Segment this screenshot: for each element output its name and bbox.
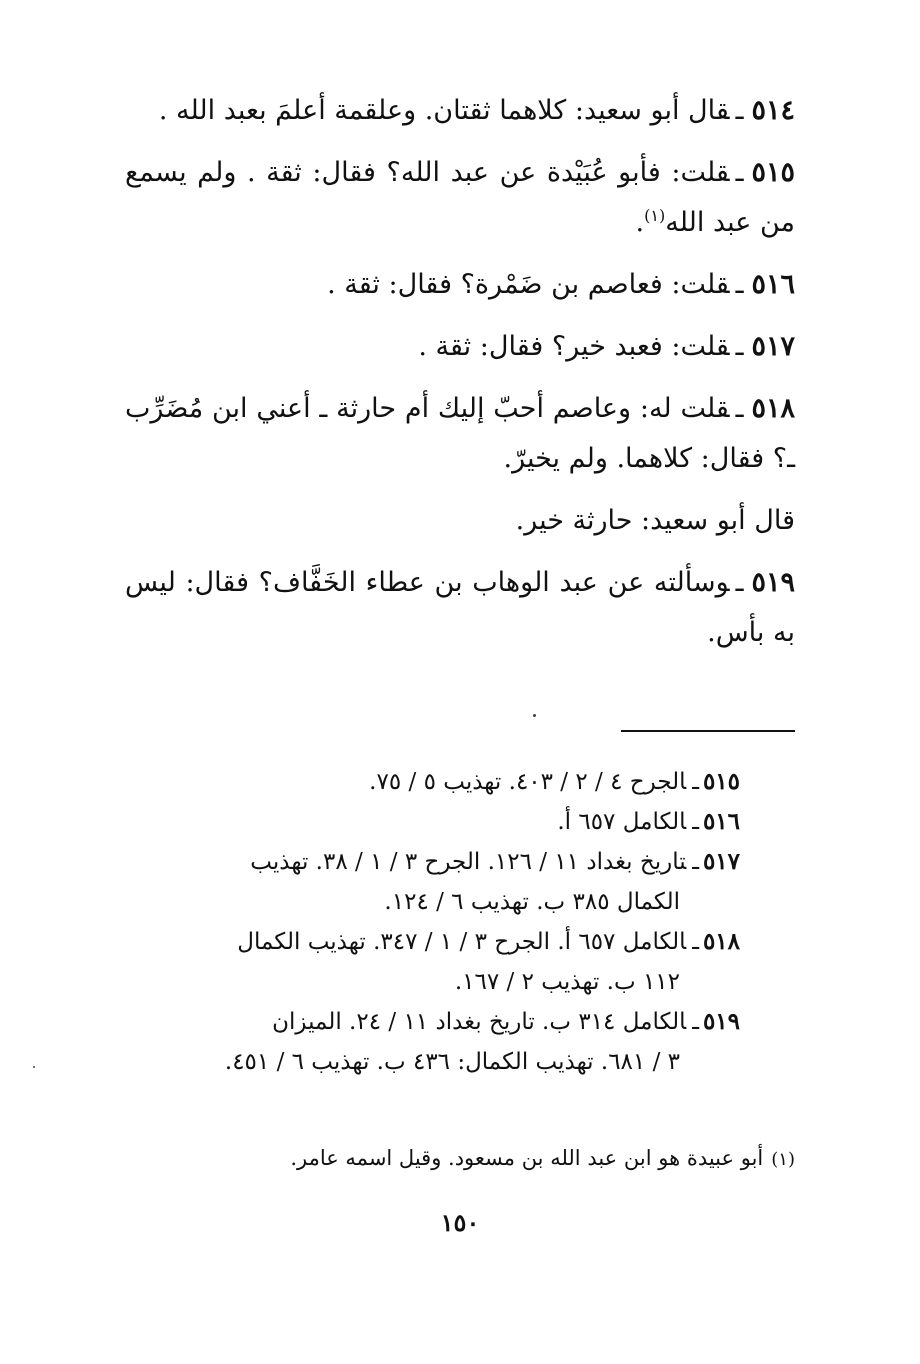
entry-514: ٥١٤ـقال أبو سعيد: كلاهما ثقتان. وعلقمة أعلمَ بعبد الله . — [158, 95, 795, 126]
entry-text: قال أبو سعيد: حارثة خير. — [515, 505, 795, 536]
reference-number: ٥١٩ — [702, 1008, 740, 1035]
footnote-text: أبو عبيدة هو ابن عبد الله بن مسعود. وقيل اسمه عامر. — [290, 1146, 764, 1170]
entry-519: ٥١٩ـوسألته عن عبد الوهاب بن عطاء الخَفَّاف؟ فقال: ليس به بأس. — [125, 567, 795, 648]
entry-text: قال أبو سعيد: كلاهما ثقتان. وعلقمة أعلمَ بعبد الله . — [158, 95, 730, 126]
entry-number: ٥١٧ — [751, 331, 795, 362]
entry-text: وسألته عن عبد الوهاب بن عطاء الخَفَّاف؟ فقال: ليس به بأس. — [125, 567, 795, 648]
entry-number: ٥١٦ — [751, 269, 795, 300]
entry-text: قلت له: وعاصم أحبّ إليك أم حارثة ـ أعني ابن مُضَرِّب ـ؟ فقال: كلاهما. ولم يخيرّ. — [125, 393, 795, 474]
reference-text: الجرح ٤ / ٢ / ٤٠٣. تهذيب ٥ / ٧٥. — [369, 769, 687, 795]
reference-number: ٥١٧ — [702, 848, 740, 875]
reference-number: ٥١٨ — [702, 928, 740, 955]
scan-speck — [33, 1066, 35, 1068]
reference-number: ٥١٦ — [702, 808, 740, 835]
reference-517: ٥١٧ـتاريخ بغداد ١١ / ١٢٦. الجرح ٣ / ١ / ٣٨. تهذيب الكمال ٣٨٥ ب. تهذيب ٦ / ١٢٤. — [135, 842, 740, 922]
scan-speck — [533, 714, 536, 717]
entry-518-comment — [125, 496, 795, 546]
entry-518: ٥١٨ـقلت له: وعاصم أحبّ إليك أم حارثة ـ أعني ابن مُضَرِّب ـ؟ فقال: كلاهما. ولم يخيرّ. — [125, 393, 795, 474]
reference-text: الكامل ٦٥٧ أ. — [557, 809, 687, 835]
reference-continuation: الكمال ٣٨٥ ب. تهذيب ٦ / ١٢٤. — [384, 889, 680, 915]
reference-516: ٥١٦ـالكامل ٦٥٧ أ. — [557, 808, 740, 835]
reference-text: الكامل ٦٥٧ أ. الجرح ٣ / ١ / ٣٤٧. تهذيب الكمال — [237, 929, 687, 955]
reference-519: ٥١٩ـالكامل ٣١٤ ب. تاريخ بغداد ١١ / ٢٤. الميزان ٣ / ٦٨١. تهذيب الكمال: ٤٣٦ ب. تهذيب ٦ / ٤٥١. — [135, 1002, 740, 1082]
entry-number: ٥١٩ — [751, 567, 795, 598]
entry-text: قلت: فأبو عُبَيْدة عن عبد الله؟ فقال: ثقة . ولم يسمع من عبد الله — [125, 157, 795, 238]
footnote-marker: (١) — [771, 1149, 795, 1170]
reference-continuation: ١١٢ ب. تهذيب ٢ / ١٦٧. — [454, 969, 680, 995]
entry-516: ٥١٦ـقلت: فعاصم بن ضَمْرة؟ فقال: ثقة . — [327, 269, 795, 300]
references-divider — [621, 730, 795, 732]
references-block — [135, 762, 740, 1082]
reference-number: ٥١٥ — [702, 768, 740, 795]
reference-text: تاريخ بغداد ١١ / ١٢٦. الجرح ٣ / ١ / ٣٨. تهذيب — [250, 849, 687, 875]
reference-515: ٥١٥ـالجرح ٤ / ٢ / ٤٠٣. تهذيب ٥ / ٧٥. — [369, 768, 740, 795]
entry-text: قلت: فعبد خير؟ فقال: ثقة . — [418, 331, 730, 362]
entry-number: ٥١٥ — [751, 157, 795, 188]
entry-number: ٥١٤ — [751, 95, 795, 126]
entry-515: ٥١٥ـقلت: فأبو عُبَيْدة عن عبد الله؟ فقال: ثقة . ولم يسمع من عبد الله$^{(١)}$. — [125, 157, 795, 238]
entry-tail: . — [635, 207, 645, 238]
page-number: ١٥٠ — [440, 1208, 480, 1237]
footnote — [115, 1140, 795, 1178]
reference-text: الكامل ٣١٤ ب. تاريخ بغداد ١١ / ٢٤. الميزان — [272, 1009, 687, 1035]
main-text-block — [125, 86, 795, 670]
reference-518: ٥١٨ـالكامل ٦٥٧ أ. الجرح ٣ / ١ / ٣٤٧. تهذيب الكمال ١١٢ ب. تهذيب ٢ / ١٦٧. — [135, 922, 740, 1002]
entry-517: ٥١٧ـقلت: فعبد خير؟ فقال: ثقة . — [418, 331, 795, 362]
entry-text: قلت: فعاصم بن ضَمْرة؟ فقال: ثقة . — [327, 269, 730, 300]
reference-continuation: ٣ / ٦٨١. تهذيب الكمال: ٤٣٦ ب. تهذيب ٦ / ٤٥١. — [224, 1049, 680, 1075]
entry-number: ٥١٨ — [751, 393, 795, 424]
footnote-reference[interactable]: (١) — [644, 206, 666, 225]
